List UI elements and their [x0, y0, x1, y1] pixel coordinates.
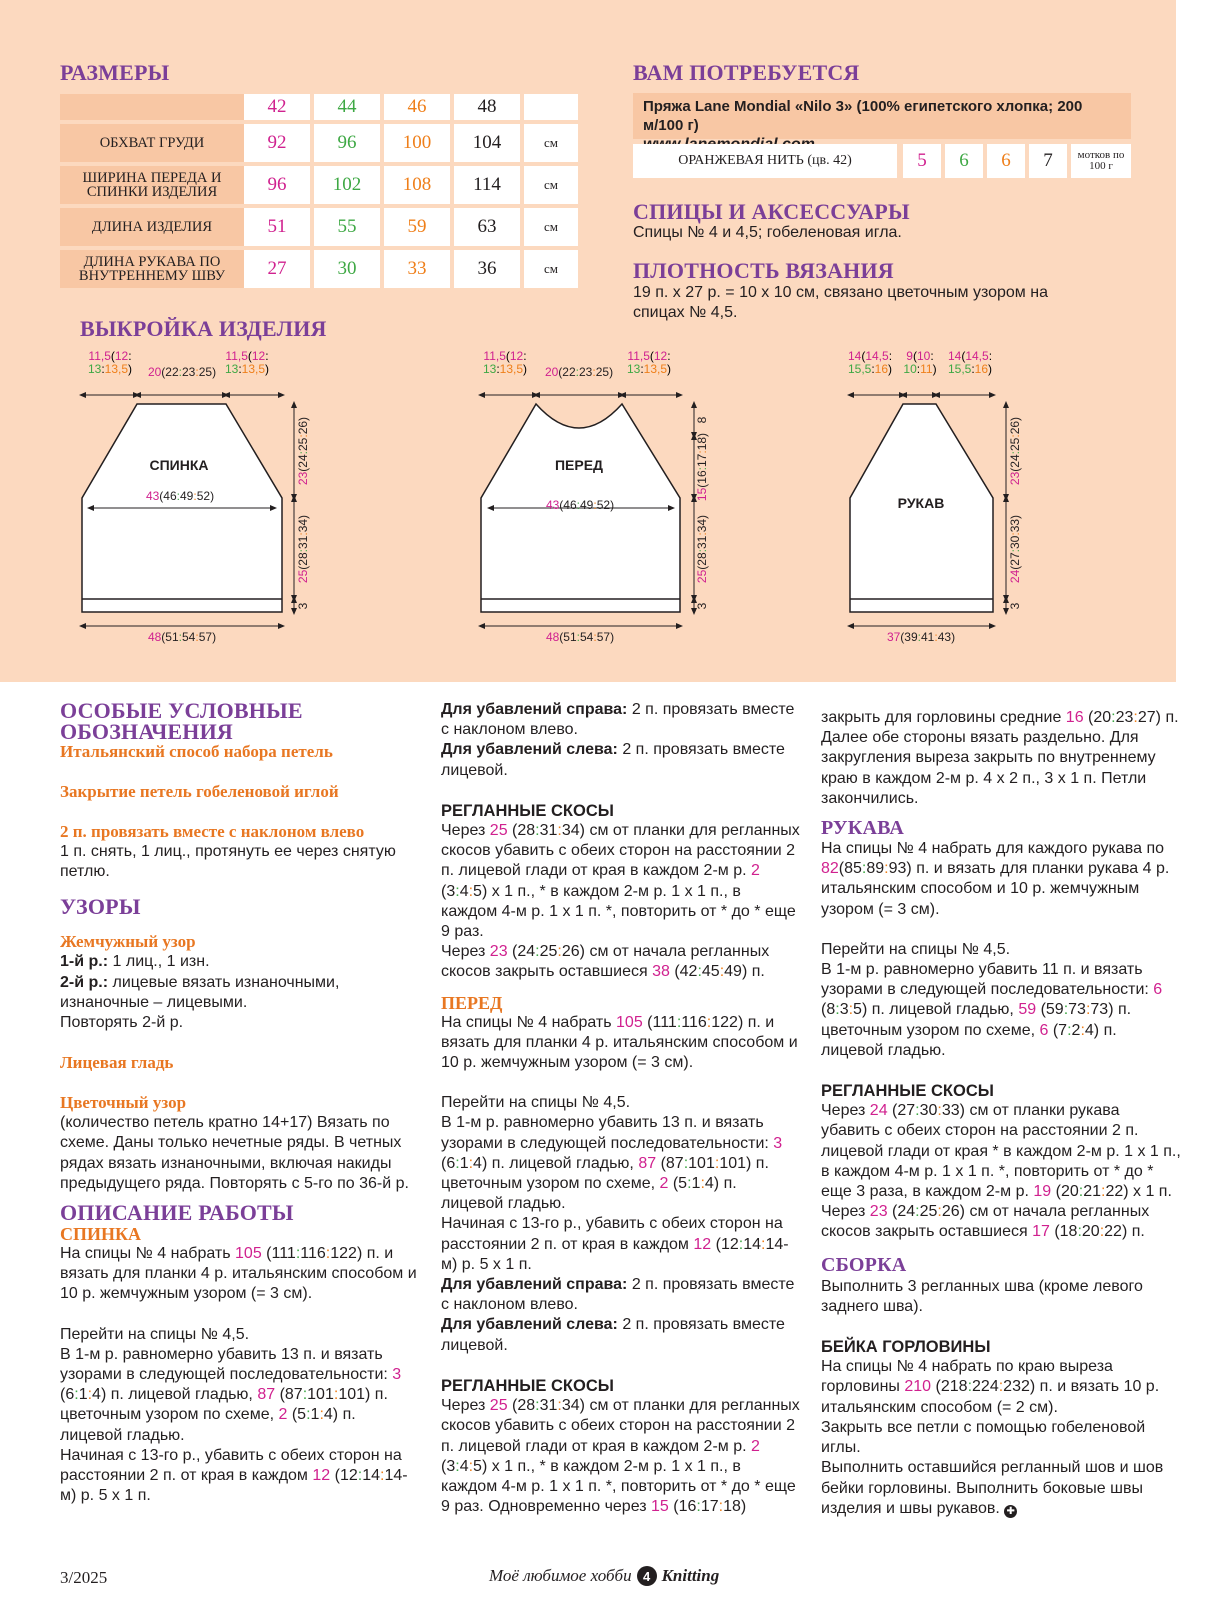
size-value: 114 — [454, 166, 520, 204]
size-header: 46 — [384, 94, 450, 120]
gauge-title: ПЛОТНОСТЬ ВЯЗАНИЯ — [633, 258, 894, 283]
dim-label: 3 — [695, 602, 709, 610]
unit: см — [524, 250, 578, 288]
dim-label: 24(27:30:33) — [1008, 514, 1022, 584]
sizes-table — [60, 94, 580, 290]
dim-label: 3 — [1008, 602, 1022, 610]
skein-count: 6 — [945, 144, 983, 178]
size-value: 51 — [244, 208, 310, 246]
size-header: 42 — [244, 94, 310, 120]
skein-count: 7 — [1029, 144, 1067, 178]
dim-label: 25(28:31:34) — [695, 514, 709, 584]
magazine-footer — [489, 1566, 719, 1586]
dim-label: 23(24:25:26) — [296, 416, 310, 486]
sizes-title: РАЗМЕРЫ — [60, 60, 170, 85]
row-label: ДЛИНА РУКАВА ПО ВНУТРЕННЕМУ ШВУ — [60, 250, 244, 288]
dim-label: 15(16:17:18) — [695, 432, 709, 502]
size-value: 96 — [314, 124, 380, 162]
dim-label: 8 — [695, 416, 709, 424]
issue: 3/2025 — [60, 1568, 108, 1587]
size-value: 36 — [454, 250, 520, 288]
needs-title: ВАМ ПОТРЕБУЕТСЯ — [633, 60, 860, 85]
dim-label: 11,5(12: 13:13,5) — [626, 349, 672, 376]
size-value: 104 — [454, 124, 520, 162]
size-value: 33 — [384, 250, 450, 288]
size-value: 27 — [244, 250, 310, 288]
gauge-text: 19 п. х 27 р. = 10 х 10 см, связано цветочным узором на спицах № 4,5. — [633, 284, 1048, 321]
dim-label: 11,5(12: 13:13,5) — [224, 349, 270, 376]
unit: см — [524, 208, 578, 246]
dim-label: 3 — [296, 602, 310, 610]
magazine-brand: Knitting — [661, 1566, 720, 1585]
dim-label: 11,5(12: 13:13,5) — [87, 349, 133, 376]
size-header: 44 — [314, 94, 380, 120]
dim-label: 14(14,5: 15,5:16) — [947, 349, 993, 376]
size-value: 96 — [244, 166, 310, 204]
row-label: ШИРИНА ПЕРЕДА И СПИНКИ ИЗДЕЛИЯ — [60, 166, 244, 204]
skein-count: 6 — [987, 144, 1025, 178]
tools-text: Спицы № 4 и 4,5; гобеленовая игла. — [633, 224, 902, 241]
dim-label: 48(51:54:57) — [545, 630, 615, 644]
unit: см — [524, 124, 578, 162]
skein-count: 5 — [903, 144, 941, 178]
dim-label: 25(28:31:34) — [296, 514, 310, 584]
dim-label: 43(46:49:52) — [145, 489, 215, 503]
size-value: 92 — [244, 124, 310, 162]
yarn-box — [633, 93, 1131, 139]
back-label: СПИНКА — [149, 457, 209, 473]
size-value: 55 — [314, 208, 380, 246]
size-value: 108 — [384, 166, 450, 204]
magazine-num: 4 — [637, 1566, 657, 1586]
skein-unit: мотков по 100 г — [1071, 144, 1131, 178]
dim-label: 43(46:49:52) — [545, 498, 615, 512]
row-label: ДЛИНА ИЗДЕЛИЯ — [60, 208, 244, 246]
magazine-name: Моё любимое хобби — [489, 1566, 632, 1585]
dim-label: 48(51:54:57) — [147, 630, 217, 644]
size-header: 48 — [454, 94, 520, 120]
dim-label: 14(14,5: 15,5:16) — [847, 349, 893, 376]
color-label: ОРАНЖЕВАЯ НИТЬ (цв. 42) — [633, 144, 897, 178]
dim-label: 11,5(12: 13:13,5) — [482, 349, 528, 376]
dim-label: 9(10: 10:11) — [903, 349, 937, 376]
yarn-text: Пряжа Lane Mondial «Nilo 3» (100% египетского хлопка; 200 м/100 г) — [643, 98, 1083, 134]
row-label: ОБХВАТ ГРУДИ — [60, 124, 244, 162]
dim-label: 37(39:41:43) — [886, 630, 956, 644]
sleeve-label: РУКАВ — [897, 495, 945, 511]
schematic — [0, 340, 1176, 670]
unit: см — [524, 166, 578, 204]
size-value: 102 — [314, 166, 380, 204]
dim-label: 20(22:23:25) — [147, 365, 217, 379]
size-value: 63 — [454, 208, 520, 246]
dim-label: 20(22:23:25) — [544, 365, 614, 379]
size-value: 59 — [384, 208, 450, 246]
size-value: 30 — [314, 250, 380, 288]
front-label: ПЕРЕД — [554, 457, 604, 473]
size-value: 100 — [384, 124, 450, 162]
dim-label: 23(24:25:26) — [1008, 416, 1022, 486]
tools-title: СПИЦЫ И АКСЕССУАРЫ — [633, 199, 910, 224]
pattern-title: ВЫКРОЙКА ИЗДЕЛИЯ — [80, 316, 327, 341]
